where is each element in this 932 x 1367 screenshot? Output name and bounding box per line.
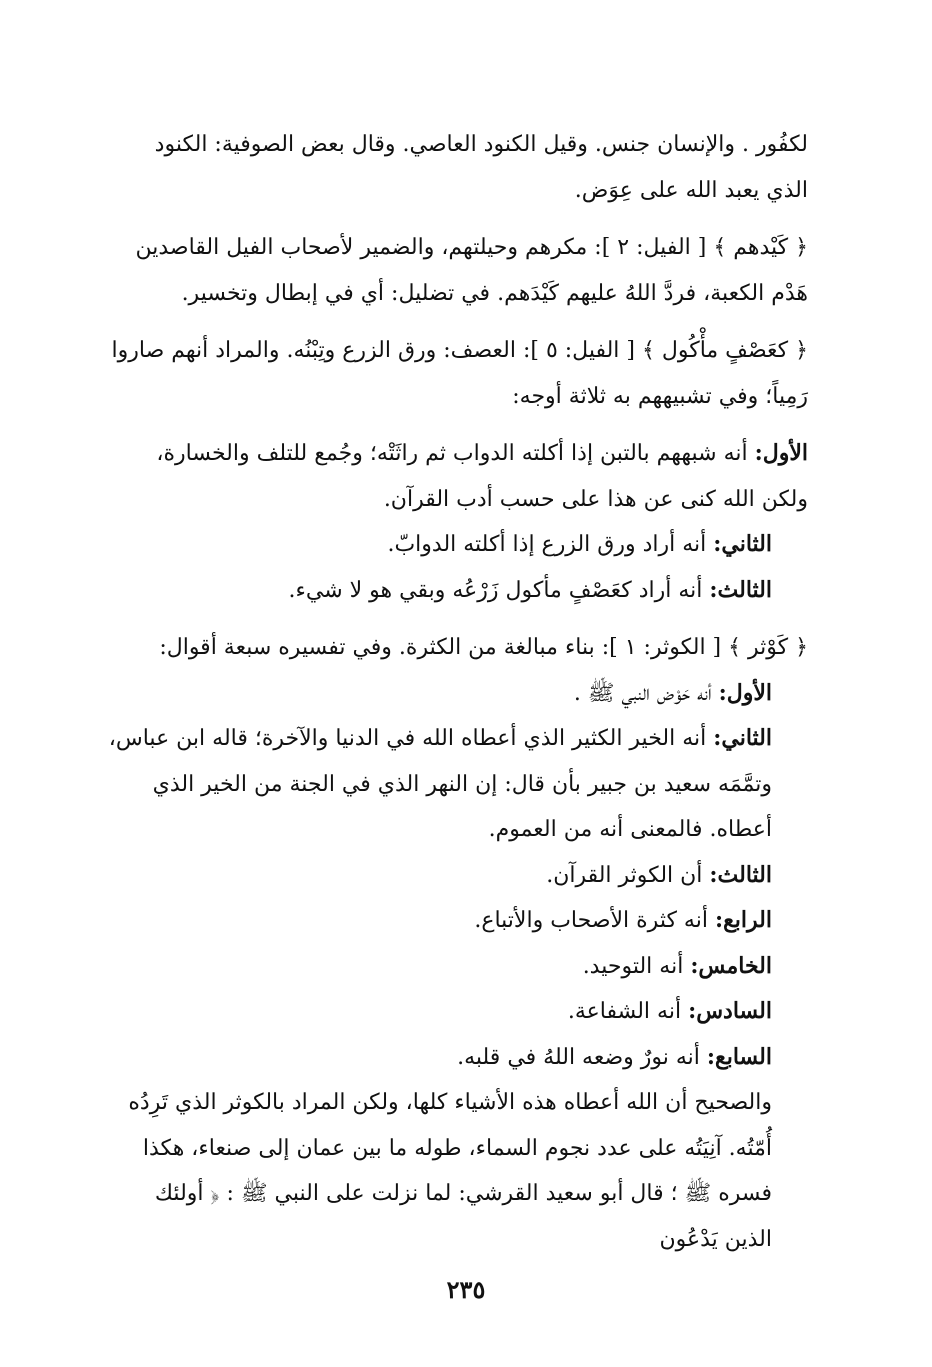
paragraph-kasf: ﴿ كعَصْفٍ مأْكُول ﴾ [ الفيل: ٥ ]: العصف: ورق الزرع وتِبْنُه. والمراد أنهم صاروا رَمِياً؛ وفي تشبيههم به ثلاثة أوجه: [111,338,808,409]
page-number: ٢٣٥ [446,1275,486,1304]
opinion-text: أنه كثرة الأصحاب والأتباع. [474,908,708,933]
aspect-label: الثاني: [713,531,772,557]
paragraph-kaydahum: ﴿ كَيْدهم ﴾ [ الفيل: ٢ ]: مكرهم وحيلتهم، والضمير لأصحاب الفيل القاصدين هَدْم الكعبة، فردَّ اللهُ عليهم كَيْدَهم. في تضليل: أي في إبطال وتخسير. [135,235,808,306]
opinion-text: أن الكوثر القرآن. [546,862,703,888]
kawthar-opinion-4 [108,898,808,944]
paragraph-conclusion: والصحيح أن الله أعطاه هذه الأشياء كلها، ولكن المراد بالكوثر الذي تَرِدُه أُمّتُه. آنِيَتُه على عدد نجوم السماء، طوله ما بين عمان إلى صنعاء، هكذا فسره ﷺ ؛ قال أبو سعيد القرشي: لما نزلت على النبي ﷺ : ﴿ أولئك الذين يَدْعُون [128,1090,772,1252]
paragraph-kawthar: ﴿ كَوْثر ﴾ [ الكوثر: ١ ]: بناء مبالغة من الكثرة. وفي تفسيره سبعة أقوال: [159,635,808,660]
kawthar-opinion-5 [108,944,808,990]
opinion-text: أنه نورٌ وضعه اللهُ في قلبه. [457,1044,700,1070]
asf-aspect-2 [108,522,808,568]
opinion-text: أنه التوحيد. [582,953,684,979]
aspect-label: الثالث: [709,576,772,603]
opinion-label: الثالث: [709,861,772,888]
opinion-text: أنه الشفاعة. [567,999,682,1024]
opinion-text: أنه الخير الكثير الذي أعطاه الله في الدنيا والآخرة؛ قاله ابن عباس، وتمَّمَه سعيد بن جبير بأن قال: إن النهر الذي في الجنة من الخير الذي أعطاه. فالمعنى أنه من العموم. [108,726,772,842]
opinion-text: أنه حَوْض النبي ﷺ . [573,680,712,706]
opinion-label: الثاني: [713,725,772,751]
opinion-label: الخامس: [690,952,772,979]
page-body [108,122,808,1262]
kawthar-opinion-2 [108,716,808,853]
kawthar-opinion-3 [108,853,808,899]
opinion-label: السابع: [706,1043,772,1070]
paragraph-kanud: لكفُور . والإنسان جنس. وقيل الكنود العاصي. وقال بعض الصوفية: الكنود الذي يعبد الله على عِوَض. [154,132,808,203]
aspect-text: أنه أراد كعَصْفٍ مأكول زَرْعُه وبقي هو لا شيء. [288,577,703,603]
asf-aspect-3 [108,568,808,614]
kawthar-opinion-7 [108,1035,808,1081]
opinion-label: السادس: [688,998,772,1024]
aspect-label: الأول: [754,440,808,466]
opinion-label: الرابع: [714,907,772,933]
aspect-text: أنه شبههم بالتبن إذا أكلته الدواب ثم راثَتْه؛ وجُمع للتلف والخسارة، ولكن الله كنى عن هذا على حسب أدب القرآن. [156,441,808,512]
kawthar-opinion-1 [108,671,808,717]
aspect-text: أنه أراد ورق الزرع إذا أكلته الدوابّ. [387,532,707,557]
kawthar-opinion-6 [108,989,808,1035]
asf-aspect-1 [108,431,808,522]
opinion-label: الأول: [718,679,772,706]
